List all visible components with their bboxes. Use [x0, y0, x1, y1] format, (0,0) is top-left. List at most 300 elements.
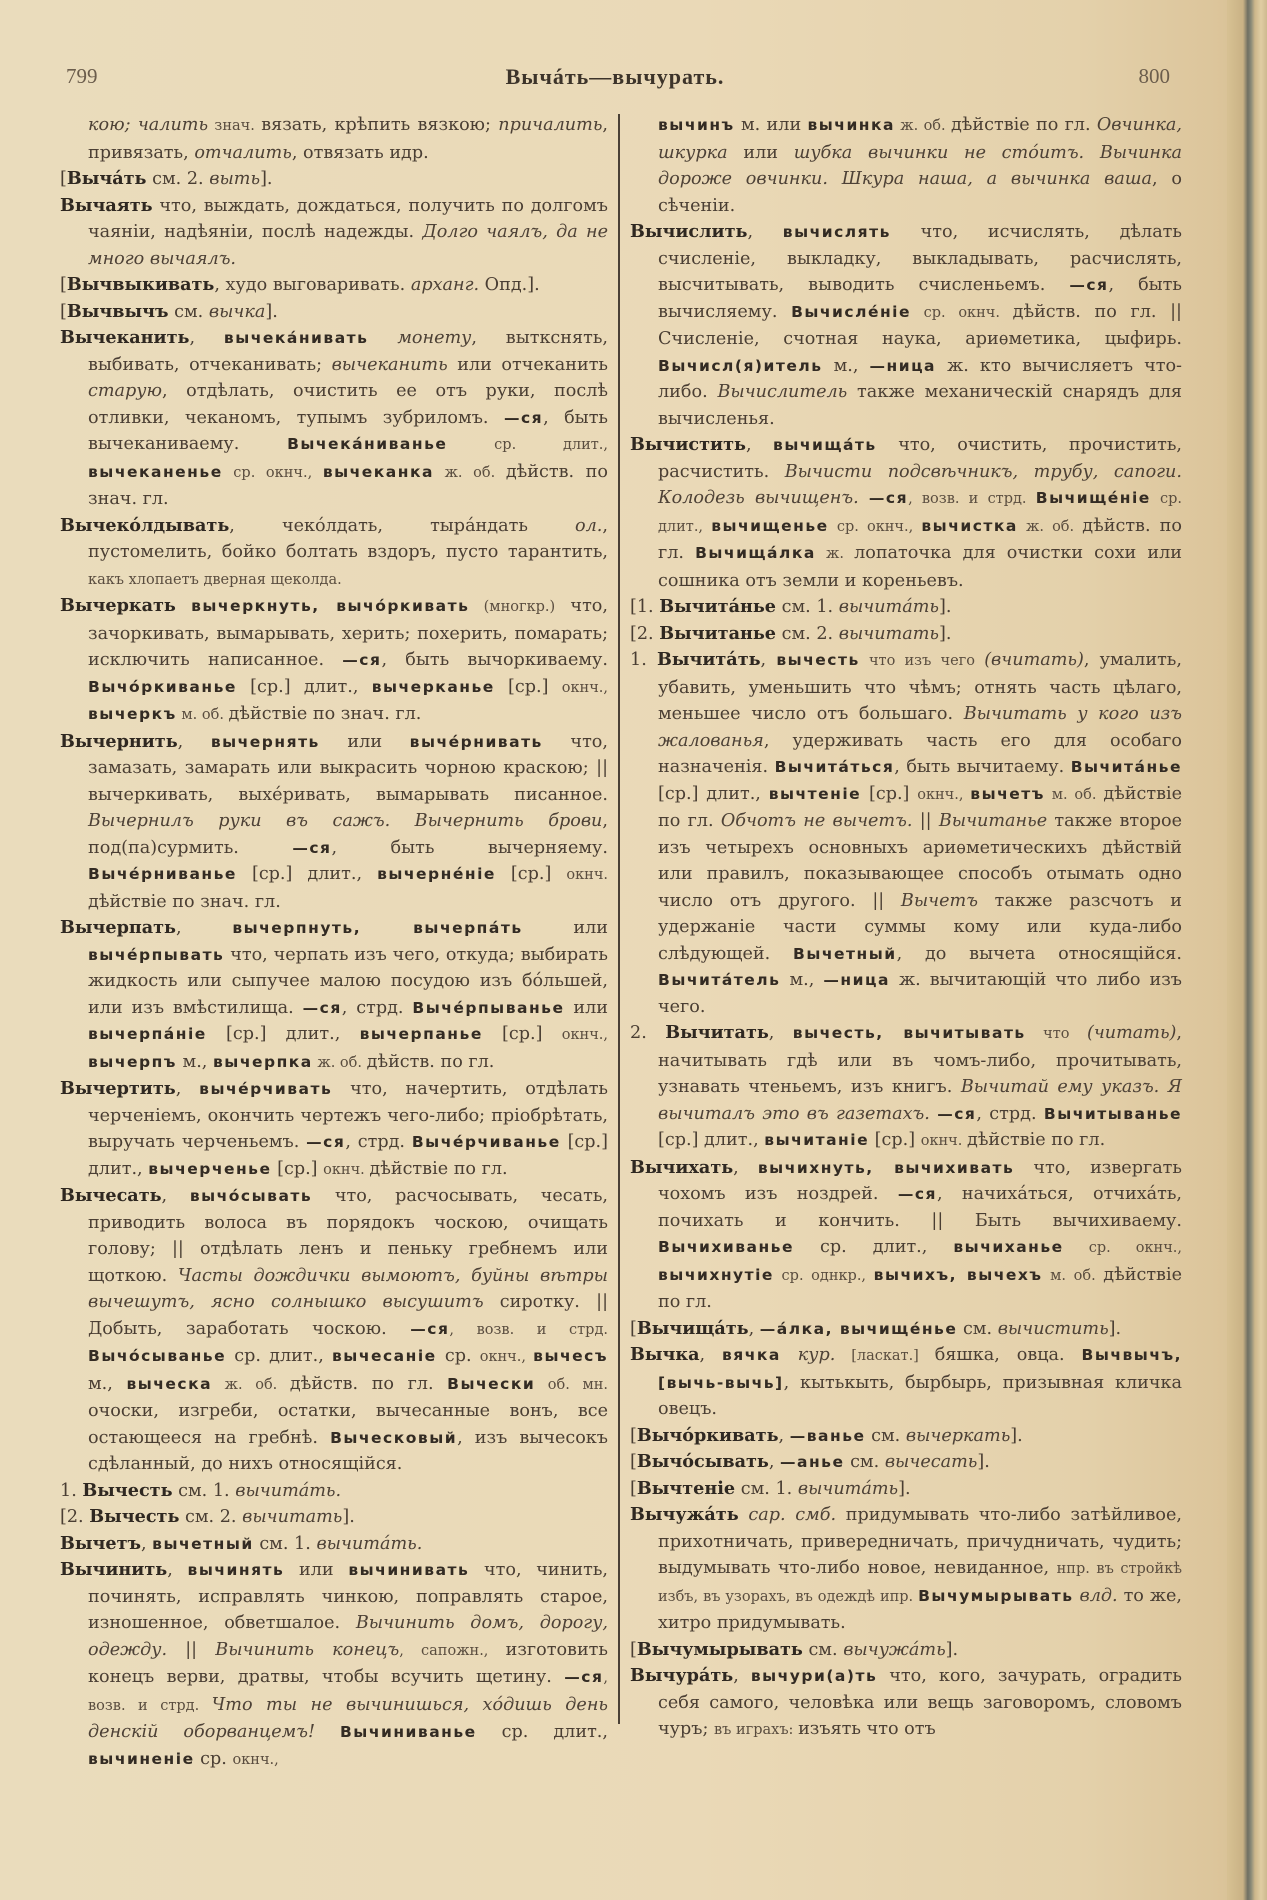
entry-text: , возв. и стрд.	[88, 1670, 608, 1714]
entry-text: что	[1025, 1026, 1087, 1042]
derived-form: —ся	[1069, 276, 1109, 294]
derived-form: —ся	[302, 998, 342, 1017]
entry-text	[781, 1345, 798, 1365]
entry-text: придумывать что-либо затѣйливое, прихотничать, привередничать, причудничать, чудить; выдумывать что-либо новое, невиданное,	[658, 1505, 1183, 1578]
entry-text: см.	[802, 1639, 844, 1660]
derived-form: вычури(а)ть	[750, 1667, 878, 1685]
italic-example: Что ты не вычинишься, хóдишь день денскій оборванцемъ!	[88, 1694, 608, 1742]
dictionary-entry-vychvych	[60, 299, 608, 326]
derived-form: Вычисл(я)итель	[658, 356, 823, 375]
italic-example: вычитать	[838, 623, 939, 644]
entry-text: ,	[175, 1079, 200, 1099]
entry-text	[368, 328, 397, 348]
entry-text	[859, 488, 869, 508]
entry-text: окнч.,	[917, 786, 971, 803]
entry-text: [2.	[60, 1507, 90, 1527]
derived-form: вычерпъ	[88, 1052, 177, 1071]
entry-text: , умалить, убавить, уменьшить что чѣмъ; отнять часть цѣлаго, меньшее число отъ большаго.	[658, 650, 1182, 724]
headword: Вычерпать	[60, 917, 177, 938]
entry-text	[315, 1722, 340, 1742]
derived-form: —ница	[823, 971, 890, 989]
entry-text: , быть вычисляему.	[658, 275, 1182, 322]
entry-text: что, исчислять, дѣлать счисленіе, выкладку, выкладывать, расчислять, высчитывать, выводить счисленьемъ.	[658, 222, 1182, 295]
entry-text: ,	[733, 1666, 751, 1686]
book-spine-edge	[1227, 0, 1267, 1900]
entry-text: ж.	[815, 546, 855, 562]
entry-text: дѣйств. по гл.	[366, 1051, 495, 1072]
headword: Вычетъ	[60, 1532, 141, 1554]
derived-form: —ся	[342, 651, 382, 669]
entry-text: ср. окнч.,	[222, 464, 323, 481]
entry-text	[176, 596, 191, 616]
entry-text: [ср.]	[482, 1024, 562, 1044]
entry-text: , начихáться, отчихáть, почихать и кончить. || Быть вычихиваему.	[658, 1184, 1183, 1231]
entry-text: вязать, крѣпить вязкою;	[261, 115, 499, 135]
derived-form: —ся	[306, 1133, 346, 1151]
entry-text: [ср.]	[271, 1158, 324, 1179]
headword: Вычитáнье	[659, 596, 776, 617]
entry-text: ср.	[194, 1748, 233, 1769]
entry-text: , чекóлдать, тырáндать	[229, 515, 576, 536]
entry-text: ср. окнч.	[911, 304, 1013, 321]
entry-text: ,	[167, 1560, 188, 1580]
derived-form: вычинка	[807, 116, 895, 134]
italic-example: сар. смб.	[748, 1505, 837, 1525]
derived-form: вычерпанье	[359, 1025, 483, 1043]
derived-form: —ся	[868, 489, 909, 507]
entry-text: , стрд.	[341, 997, 413, 1018]
entry-text: окнч.,	[479, 1349, 534, 1365]
dictionary-entry-vychka	[630, 1342, 1182, 1423]
entry-text: ср. длит.,	[476, 1722, 608, 1742]
right-column	[630, 112, 1182, 1744]
derived-form: вычинивать	[348, 1561, 470, 1579]
entry-text: [ср.]	[494, 676, 562, 697]
entry-text: дѣйствіе по гл.	[658, 783, 1183, 831]
entry-text: что изъ чего	[859, 653, 985, 669]
page-number-right: 800	[1138, 64, 1170, 88]
entry-text: ср. окнч.,	[1063, 1240, 1183, 1256]
entry-text: или	[727, 142, 794, 163]
italic-example: Вычетъ	[900, 890, 978, 911]
entry-text: [2.	[630, 623, 660, 644]
derived-form: Вычéрчиванье	[411, 1133, 561, 1151]
entry-text: , худо выговаривать.	[214, 275, 411, 295]
derived-form: Вычекáниванье	[287, 435, 448, 453]
headword: Вычка	[630, 1344, 700, 1365]
dictionary-entry-vychertit	[60, 1076, 608, 1183]
italic-example: арханг.	[410, 275, 480, 295]
entry-text: дѣйствіе по гл.	[950, 115, 1097, 135]
headword: Вычужáть	[630, 1504, 739, 1525]
dictionary-entry-vychvykivat	[60, 272, 608, 299]
derived-form: вячка	[721, 1346, 781, 1364]
entry-text: см. 2.	[776, 623, 839, 644]
derived-form: Вычески	[447, 1374, 536, 1393]
derived-form: вычесть	[776, 651, 860, 669]
entry-text: ср.	[436, 1346, 480, 1366]
entry-text: ].	[938, 597, 952, 617]
entry-text: ж. вычитающій что либо изъ чего.	[658, 970, 1182, 1017]
derived-form: вычетный	[152, 1534, 254, 1553]
derived-form: Вычéрниванье	[88, 865, 237, 883]
derived-form: вычихъ, вычехъ	[873, 1265, 1043, 1284]
entry-text: , быть вычерняему.	[331, 837, 608, 858]
derived-form: Вычвычъ, [вычь-вычь]	[658, 1346, 1182, 1392]
entry-text: дѣйствіе по знач. гл.	[228, 704, 422, 724]
italic-example: влд.	[1079, 1585, 1118, 1606]
headword: Вычихать	[630, 1156, 734, 1178]
entry-text: также разсчотъ и удержаніе части суммы кому или куда-либо слѣдующей.	[658, 890, 1182, 964]
derived-form: выческа	[126, 1374, 213, 1393]
entry-text: , быть вычеканиваему.	[88, 407, 609, 454]
entry-text: , отдѣлать, очистить ее отъ руки, послѣ отливки, чеканомъ, тупымъ зубриломъ.	[88, 381, 608, 428]
entry-text: [ср.]	[861, 783, 918, 804]
derived-form: вычернéніе	[377, 865, 496, 883]
dictionary-entry-vychikhat	[630, 1155, 1182, 1316]
dictionary-entry-vychesat	[60, 1183, 608, 1478]
derived-form: Вычóркиванье	[88, 677, 237, 696]
italic-example: Вычинить домъ, дорогу, одежду. || Вычинить конецъ	[88, 1613, 608, 1660]
derived-form: вычеканенье	[88, 462, 223, 481]
derived-form: Вычитáнье	[1070, 758, 1182, 776]
italic-example: вычеканить	[331, 354, 448, 375]
entry-text: или	[564, 997, 609, 1018]
entry-text: ср. длит.,	[226, 1346, 332, 1366]
entry-text: 1.	[60, 1480, 83, 1501]
entry-text: ж. об.	[433, 464, 506, 481]
entry-text: что, извергать чохомъ изъ ноздрей.	[658, 1157, 1182, 1204]
entry-text: , выткснять, выбивать, отчеканивать;	[88, 328, 609, 375]
entry-text: ].	[260, 169, 273, 189]
dictionary-entry-vychest1	[60, 1478, 608, 1505]
dictionary-entry-vychat	[60, 166, 608, 193]
entry-text: ,	[189, 328, 224, 348]
entry-text: см.	[844, 1452, 885, 1472]
derived-form: вычерканье	[371, 677, 495, 696]
entry-text: нпр. въ стройкѣ избъ, въ узорахъ, въ одеждѣ ипр.	[658, 1561, 1183, 1605]
derived-form: вычетъ	[970, 784, 1045, 803]
entry-text: что, зачоркивать, вымарывать, херить; похерить, помарать; исключить написанное.	[88, 596, 608, 670]
derived-form: вычинять	[187, 1561, 285, 1579]
entry-text: [ср.]	[495, 864, 567, 884]
derived-form: вычислять	[782, 223, 891, 241]
derived-form: —ся	[937, 1104, 977, 1123]
dictionary-entry-vychet	[60, 1531, 608, 1558]
entry-text: ,	[760, 650, 777, 670]
entry-text: , сапожн.,	[399, 1642, 506, 1659]
entry-text: ].	[977, 1452, 990, 1472]
entry-text: дѣйств. по гл. || Счисленіе, счотная наука, ариѳметика, цыфирь.	[658, 301, 1182, 349]
italic-example: Вычислитель	[717, 382, 848, 402]
derived-form: —áлка, вычищéнье	[759, 1319, 958, 1338]
derived-form: Вычитыванье	[1043, 1104, 1183, 1123]
entry-text: лопаточка для очистки сохи или сошника отъ земли и кореньевъ.	[658, 543, 1182, 591]
entry-text: ж. об.	[895, 118, 951, 134]
derived-form: —ванье	[789, 1426, 866, 1445]
italic-example: вычитáть.	[316, 1533, 423, 1554]
dictionary-entry-vychinit	[60, 1557, 608, 1773]
italic-example: Вычернилъ руки въ сажъ. Вычернить брови	[88, 811, 603, 831]
dictionary-entry-vychumyryvat	[630, 1637, 1182, 1664]
italic-example: вычесать	[884, 1452, 978, 1472]
entry-text: , до вычета относящійся.	[896, 943, 1183, 964]
headword: Вычертить	[60, 1078, 176, 1099]
entry-text: ,	[699, 1345, 722, 1365]
italic-example: (читать)	[1086, 1023, 1177, 1043]
derived-form: Вычислéніе	[791, 302, 911, 321]
entry-text: см. 1.	[776, 597, 839, 617]
headword: Вычищáть	[636, 1317, 749, 1339]
entry-text: м. или	[734, 115, 808, 135]
entry-text: см. 1.	[172, 1480, 236, 1501]
entry-text: ].	[938, 623, 952, 644]
entry-text: въ играхъ:	[713, 1722, 799, 1738]
italic-example: вычка	[208, 301, 266, 322]
italic-example: шубка вычинки не стóитъ. Вычинка дороже овчинки. Шкура наша, а вычинка ваша	[658, 142, 1182, 189]
entry-text: м.,	[176, 1051, 213, 1072]
entry-text: ,	[161, 1186, 190, 1206]
headword: Вычурáть	[630, 1665, 734, 1686]
headword: Вычвыкивать	[66, 274, 215, 295]
derived-form: Выческовый	[330, 1428, 458, 1447]
entry-text: также механическій снарядъ для вычисленья.	[658, 382, 1182, 429]
entry-text: что, очистить, прочистить, расчистить.	[658, 435, 1182, 482]
derived-form: вычесть, вычитывать	[792, 1024, 1026, 1042]
italic-example: причалить	[498, 115, 603, 135]
entry-text: , отвязать идр.	[291, 142, 429, 163]
italic-example: Овчинка, шкурка	[658, 115, 1182, 163]
headword: Вычеркать	[60, 595, 176, 616]
dictionary-entry-vycherkat	[60, 593, 608, 729]
entry-text: [ласкат.]	[835, 1348, 935, 1364]
entry-text: ср. окнч.,	[828, 518, 922, 535]
italic-example: Часты дождички вымоютъ, буйны вѣтры вычешутъ, ясно солнышко высушитъ	[88, 1265, 608, 1312]
derived-form: вычóсывать	[189, 1187, 313, 1205]
entry-text: ].	[1010, 1425, 1023, 1446]
italic-example: Вычитай ему указъ. Я вычиталъ это въ газетахъ.	[658, 1077, 1182, 1124]
derived-form: вычесаніе	[332, 1347, 437, 1365]
entry-text: см.	[865, 1425, 906, 1446]
italic-example: ол.	[575, 515, 603, 536]
entry-text: , быть вычитаему.	[894, 757, 1071, 777]
entry-text: [1.	[630, 597, 660, 617]
dictionary-entry-vychistit	[630, 432, 1182, 594]
derived-form: вычистка	[921, 516, 1018, 535]
headword: Вычитать	[665, 1022, 769, 1043]
dictionary-entry-vychekanit	[60, 325, 608, 513]
entry-text: что, черпать изъ чего, откуда; выбирать жидкость или сыпучее малою посудою изъ бóльшей, или изъ вмѣстилища.	[88, 944, 608, 1018]
entry-text: [ср.] длит.,	[88, 1132, 609, 1179]
dictionary-entry-vychitane1	[630, 594, 1182, 621]
derived-form: вычитаніе	[764, 1131, 870, 1149]
derived-form: Вычетный	[793, 944, 897, 963]
italic-example: вычитáть	[838, 597, 939, 617]
derived-form: вычерпáніе	[88, 1025, 207, 1043]
derived-form: вычернять	[210, 732, 320, 751]
entry-text: окнч.,	[232, 1751, 279, 1768]
entry-text: знач.	[208, 118, 262, 134]
entry-text: ,	[140, 1533, 153, 1554]
dictionary-entry-cont	[60, 112, 608, 166]
derived-form: Вычиниванье	[339, 1723, 477, 1741]
headword: Вычвычъ	[66, 300, 169, 322]
entry-text: м.,	[88, 1373, 127, 1394]
entry-text: что, выждать, дождаться, получить по долгомъ чаяніи, надѣяніи, послѣ надежды.	[88, 195, 608, 242]
dictionary-entry-vychernit	[60, 729, 608, 916]
italic-example: вычужáть	[843, 1639, 946, 1660]
derived-form: вычекáнивать	[223, 329, 369, 347]
derived-form: вычéрчивать	[199, 1080, 333, 1098]
entry-text: что, кого, зачурать, оградить себя самого, человѣка или вещь заговоромъ, словомъ чуръ;	[658, 1666, 1182, 1739]
entry-text: м.,	[780, 970, 824, 990]
entry-text: или	[319, 731, 410, 752]
derived-form: Вычищéніе	[1035, 489, 1151, 507]
derived-form: вычихнутіе	[658, 1265, 774, 1284]
entry-text: ,	[177, 731, 211, 752]
dictionary-entry-vychest2	[60, 1504, 608, 1531]
headword: Вычóсывать	[636, 1451, 769, 1472]
headword: Вычитáть	[656, 649, 761, 670]
dictionary-entry-vychitat2	[630, 1020, 1182, 1155]
derived-form: вычеркнуть, вычóркивать	[191, 597, 470, 615]
derived-form: Вычихиванье	[658, 1238, 794, 1256]
derived-form: —анье	[780, 1453, 845, 1471]
entry-text: , начитывать гдѣ или въ чомъ-либо, прочитывать, узнавать чтеньемъ, изъ книгъ.	[658, 1023, 1182, 1097]
entry-text: изготовить конецъ верви, дратвы, чтобы всучить щетину.	[88, 1639, 608, 1687]
entry-text: [	[630, 1639, 637, 1660]
derived-form: —ся	[410, 1319, 450, 1338]
left-column	[60, 112, 608, 1773]
derived-form: вычесъ	[533, 1347, 608, 1365]
entry-text: дѣйствіе по гл.	[966, 1130, 1106, 1150]
italic-example: кур.	[797, 1345, 836, 1365]
derived-form: вычеканка	[322, 462, 434, 481]
entry-text: м.,	[822, 355, 870, 376]
headword: Вычесать	[60, 1185, 162, 1206]
headword: Вычинить	[60, 1559, 168, 1580]
derived-form: —ся	[897, 1185, 937, 1203]
entry-text: ср. однкр.,	[773, 1267, 874, 1284]
entry-text: [ср.] длит.,	[658, 783, 769, 804]
entry-text: , привязать,	[88, 115, 608, 163]
entry-text: [	[630, 1478, 637, 1499]
entry-text: окнч.	[323, 1161, 370, 1178]
derived-form: —ница	[869, 356, 937, 375]
entry-text: [ср.]	[869, 1130, 921, 1150]
entry-text: ,	[176, 918, 233, 938]
dictionary-entry-vychurat	[630, 1663, 1182, 1744]
entry-text: [ср.] длит.,	[236, 676, 372, 697]
derived-form: Вычищáлка	[695, 544, 816, 562]
entry-text: , пустомелить, бойко болтать вздоръ, пусто тарантить,	[88, 515, 608, 562]
italic-example: Обчотъ не вычетъ.	[720, 811, 913, 831]
entry-text: , стрд.	[976, 1103, 1044, 1124]
entry-text: , под(па)сурмить.	[88, 811, 608, 858]
headword: Вычаять	[60, 194, 153, 216]
entry-text: окнч.	[566, 867, 609, 883]
entry-text: , быть вычоркиваему.	[381, 650, 608, 670]
dictionary-entry-vychosyvat	[630, 1449, 1182, 1476]
entry-text: окнч.	[920, 1133, 967, 1149]
derived-form: вычерпка	[213, 1052, 313, 1071]
derived-form: вычеркъ	[88, 705, 177, 723]
dictionary-entry-vychislit	[630, 219, 1182, 432]
entry-text: ].	[945, 1639, 959, 1660]
entry-text: [ср.] длит.,	[236, 864, 378, 884]
entry-text: 2.	[630, 1023, 666, 1043]
italic-example: отчалить	[194, 142, 292, 163]
page-number-left: 799	[66, 64, 98, 88]
entry-text: или отчеканить	[447, 354, 609, 375]
dictionary-entry-vychekoldyvat	[60, 513, 608, 594]
entry-text: что, замазать, замарать или выкрасить чорною краскою; || вычеркивать, выхéривать, вымарывать писанное.	[88, 731, 608, 805]
entry-text: 1.	[630, 650, 657, 670]
headword: Вычáть	[66, 168, 147, 189]
derived-form: вычиханье	[953, 1238, 1064, 1256]
dictionary-entry-vychorkivat	[630, 1423, 1182, 1450]
derived-form: Вычéрпыванье	[412, 998, 565, 1017]
derived-form: вычерченье	[148, 1159, 272, 1178]
italic-example: Долго чаялъ, да не много вычаялъ.	[88, 222, 608, 269]
derived-form: Вычóсыванье	[88, 1347, 227, 1365]
entry-text: [	[630, 1318, 637, 1339]
entry-text: (многкр.)	[469, 599, 556, 615]
entry-text: дѣйствіе по гл.	[658, 1264, 1182, 1312]
derived-form: вычихнуть, вычихивать	[757, 1158, 1015, 1177]
entry-text: сиротку. || Добыть, заработать чоскою.	[88, 1292, 608, 1339]
entry-text: то же, хитро придумывать.	[658, 1585, 1183, 1633]
entry-text: ].	[1108, 1318, 1122, 1339]
dictionary-entry-vychuzhat	[630, 1502, 1182, 1637]
dictionary-entry-vychayat	[60, 193, 608, 273]
entry-text: какъ хлопаетъ дверная щеколда.	[88, 571, 342, 588]
italic-example: монету	[397, 328, 472, 348]
entry-text: об. мн.	[535, 1376, 608, 1393]
entry-text: ср. длит.,	[658, 491, 1182, 535]
derived-form: вычищенье	[711, 516, 829, 535]
entry-text: окнч.,	[561, 679, 608, 696]
italic-example: Вычитанье	[938, 811, 1048, 831]
entry-text	[739, 1505, 749, 1525]
derived-form: вычтеніе	[768, 784, 862, 803]
headword: Вычеканить	[60, 327, 190, 348]
entry-text: что, начертить, отдѣлать черченіемъ, окончить чертежъ чего-либо; пріобрѣтать, выручать черченьемъ.	[88, 1079, 609, 1152]
dictionary-entry-cont2	[630, 112, 1182, 219]
entry-text: , возв. и стрд.	[908, 491, 1036, 507]
derived-form: —ся	[503, 408, 544, 427]
headword: Вычислить	[630, 221, 748, 242]
entry-text: [ср.] длит.,	[206, 1024, 360, 1044]
running-title: Вычáть—вычурать.	[505, 64, 725, 89]
italic-example: Вычитать у кого изъ жалованья	[658, 704, 1182, 751]
headword: Вычистить	[630, 434, 746, 455]
headword: Вычитанье	[659, 622, 776, 644]
derived-form: вычинъ	[658, 116, 735, 134]
entry-text: ,	[768, 1023, 793, 1043]
entry-text: см.	[957, 1318, 998, 1339]
entry-text: ].	[342, 1507, 355, 1527]
entry-text: , кытькыть, бырбырь, призывная кличка овецъ.	[658, 1372, 1182, 1419]
entry-text: см.	[168, 301, 209, 322]
entry-text: или	[284, 1560, 349, 1580]
entry-text: ].	[898, 1478, 911, 1499]
derived-form: вычéрпывать	[88, 945, 225, 964]
entry-text: ж. об.	[312, 1054, 367, 1071]
headword: Вычтеніе	[636, 1477, 736, 1499]
entry-text: дѣйств. по гл.	[658, 515, 1182, 563]
italic-example: вычитать	[242, 1507, 343, 1527]
